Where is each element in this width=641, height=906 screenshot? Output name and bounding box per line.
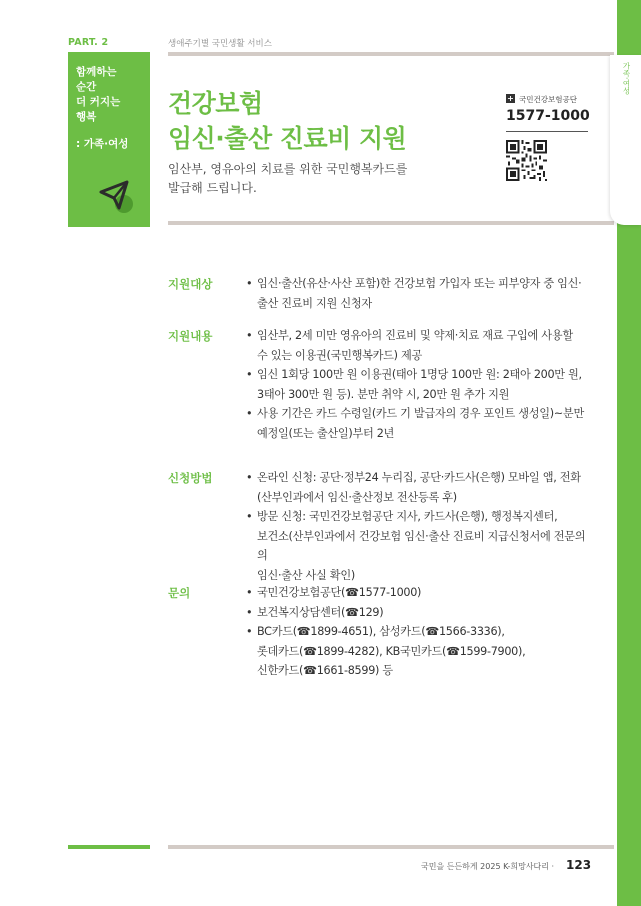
theme-lines xyxy=(76,65,120,125)
list-item-line: • 임신 1회당 100만 원 이용권(태아 1명당 100만 원: 2태아 200만 원, xyxy=(257,368,582,381)
list-item xyxy=(245,583,590,603)
theme-line: 행복 xyxy=(76,111,97,123)
top-gray-divider xyxy=(168,52,614,56)
side-tab-label: 가족·여성 xyxy=(622,62,631,95)
subtitle-line: 발급해 드립니다. xyxy=(168,181,257,195)
list-item-line: 보건소(산부인과에서 건강보험 임신·출산 진료비 지급신청서에 전문의의 xyxy=(257,529,586,562)
footer-gray-divider xyxy=(168,845,614,849)
page-subtitle xyxy=(168,160,408,198)
part-label: PART. 2 xyxy=(68,37,109,48)
section-items-content xyxy=(245,326,590,443)
list-item-line: (산부인과에서 임신·출산정보 전산등록 후) xyxy=(257,490,457,504)
list-item-line: • 보건복지상담센터(☎129) xyxy=(257,605,384,619)
list-item xyxy=(245,468,590,507)
theme-line: 함께하는 xyxy=(76,66,117,78)
list-item xyxy=(245,603,590,623)
section-label-content: 지원내용 xyxy=(168,329,213,343)
list-item-line: 출산 진료비 지원 신청자 xyxy=(257,296,372,310)
list-item-line: • 사용 기간은 카드 수령일(카드 기 발급자의 경우 포인트 생성일)~분만 xyxy=(257,407,584,420)
org-name: 국민건강보험공단 xyxy=(519,95,577,104)
page-number: 123 xyxy=(566,858,592,872)
list-item-line: 예정일(또는 출산일)부터 2년 xyxy=(257,426,395,440)
paper-plane-icon xyxy=(93,174,137,218)
list-item-line: • 온라인 신청: 공단·정부24 누리집, 공단·카드사(은행) 모바일 앱, 전화 xyxy=(257,471,581,484)
list-item-line: • 임신·출산(유산·사산 포함)한 건강보험 가입자 또는 피부양자 중 임신· xyxy=(257,277,582,290)
header-divider xyxy=(168,221,614,225)
list-item xyxy=(245,507,590,585)
section-label-inquiry: 문의 xyxy=(168,586,191,600)
section-items-inquiry xyxy=(245,583,590,681)
list-item-line: 롯데카드(☎1899-4282), KB국민카드(☎1599-7900), xyxy=(257,644,526,658)
list-item-line: 신한카드(☎1661-8599) 등 xyxy=(257,664,393,677)
theme-line: 순간 xyxy=(76,81,97,93)
list-item xyxy=(245,404,590,443)
list-item-line: • 방문 신청: 국민건강보험공단 지사, 카드사(은행), 행정복지센터, xyxy=(257,510,558,523)
footer-text: 국민을 든든하게 2025 K-희망사다리 · xyxy=(421,862,555,871)
contact-divider xyxy=(506,131,588,132)
list-item xyxy=(245,274,590,313)
section-label-apply: 신청방법 xyxy=(168,471,213,485)
theme-line: 더 커지는 xyxy=(76,96,121,108)
category-header: 생애주기별 국민생활 서비스 xyxy=(168,39,272,49)
theme-box xyxy=(68,56,150,227)
footer-green-divider xyxy=(68,845,150,849)
qr-code-icon[interactable] xyxy=(506,140,547,181)
phone-number: 1577-1000 xyxy=(506,108,590,124)
section-label-target: 지원대상 xyxy=(168,277,213,291)
plus-icon: + xyxy=(507,94,514,103)
list-item xyxy=(245,326,590,365)
list-item xyxy=(245,622,590,681)
page-title-line-2: 임신·출산 진료비 지원 xyxy=(168,124,407,153)
page-title-line-1: 건강보험 xyxy=(168,89,263,118)
subtitle-line: 임산부, 영유아의 치료를 위한 국민행복카드를 xyxy=(168,162,408,176)
list-item-line: • BC카드(☎1899-4651), 삼성카드(☎1566-3336), xyxy=(257,625,505,638)
section-items-target xyxy=(245,274,590,313)
list-item-line: 임신·출산 사실 확인) xyxy=(257,568,355,582)
section-items-apply xyxy=(245,468,590,585)
list-item-line: • 임산부, 2세 미만 영유아의 진료비 및 약제·치료 재료 구입에 사용할 xyxy=(257,329,573,342)
list-item xyxy=(245,365,590,404)
list-item-line: 3태아 300만 원 등). 분만 취약 시, 20만 원 추가 지원 xyxy=(257,387,510,401)
list-item-line: • 국민건강보험공단(☎1577-1000) xyxy=(257,586,422,599)
list-item-line: 수 있는 이용권(국민행복카드) 제공 xyxy=(257,348,422,362)
theme-subtitle: : 가족·여성 xyxy=(76,138,129,150)
